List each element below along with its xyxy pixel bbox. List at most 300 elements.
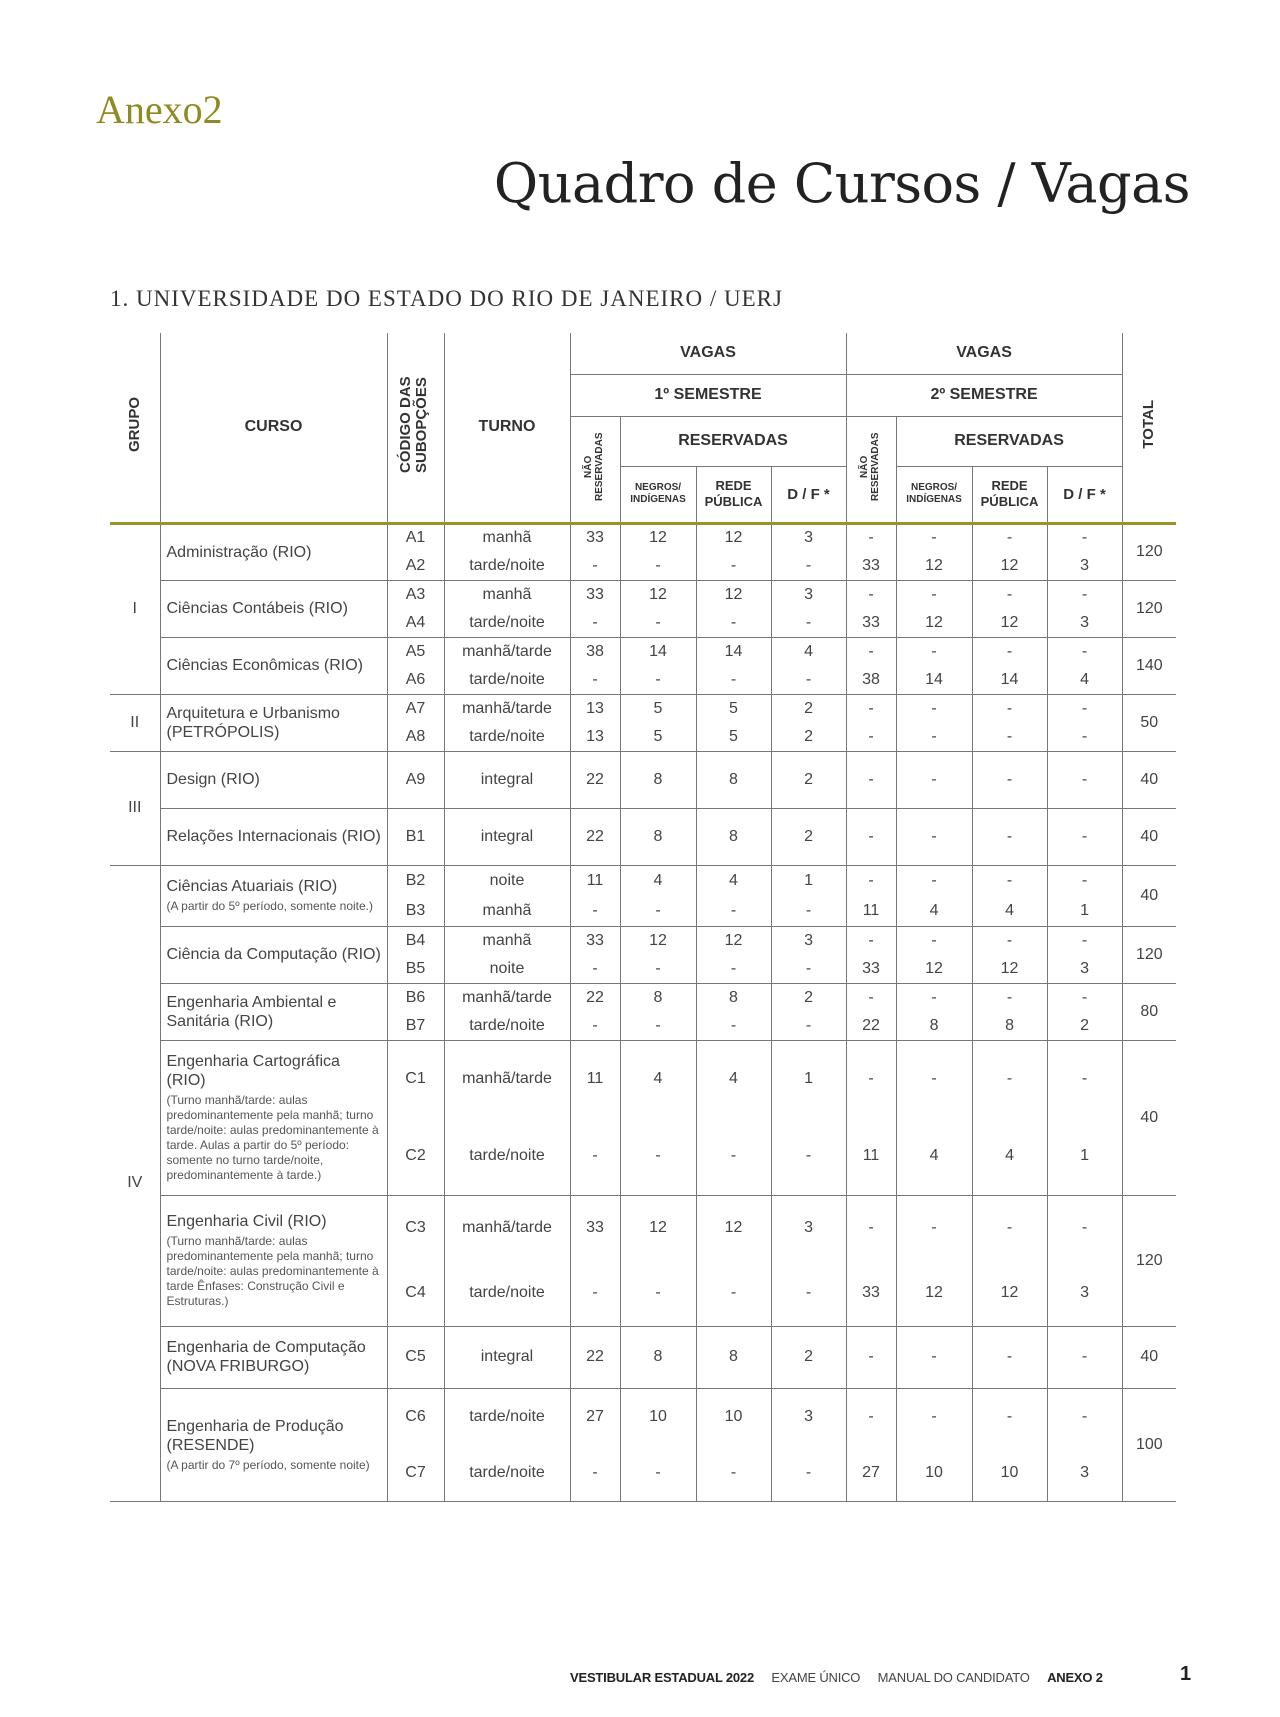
df-2-cell: 2 <box>1047 1012 1122 1041</box>
course-cell <box>160 983 387 1040</box>
turno-cell: manhã <box>444 926 570 955</box>
page-title: Quadro de Cursos / Vagas <box>493 152 1190 215</box>
rede-2-cell: 14 <box>972 666 1047 695</box>
nao-res-1-cell: - <box>570 955 620 984</box>
negros-2-cell: - <box>896 751 972 808</box>
negros-2-cell: 10 <box>896 1445 972 1502</box>
negros-2-cell: - <box>896 637 972 666</box>
df-2-cell: 1 <box>1047 896 1122 927</box>
turno-cell: integral <box>444 1326 570 1388</box>
code-cell: B1 <box>387 808 444 865</box>
df-2-cell: - <box>1047 1040 1122 1118</box>
courses-table <box>110 333 1176 1502</box>
course-cell <box>160 694 387 751</box>
nao-res-2-cell: 27 <box>846 1445 896 1502</box>
df-2-cell: 4 <box>1047 666 1122 695</box>
table-row <box>110 580 1176 609</box>
negros-1-cell: - <box>620 609 696 638</box>
negros-1-cell: 12 <box>620 926 696 955</box>
df-1-cell: 3 <box>771 1195 846 1261</box>
negros-2-cell: - <box>896 694 972 723</box>
negros-2-cell: - <box>896 926 972 955</box>
course-name: Engenharia Cartográfica (RIO) <box>166 1053 340 1089</box>
turno-cell: manhã/tarde <box>444 983 570 1012</box>
df-2-cell: - <box>1047 523 1122 552</box>
course-note: (Turno manhã/tarde: aulas predominantemente pela manhã; turno tarde/noite: aulas predominantemente à tarde. Aulas a partir do 5º período: somente no turno tarde/noite, predominantemente à tarde.) <box>166 1093 379 1182</box>
code-cell: A4 <box>387 609 444 638</box>
rede-2-cell: 12 <box>972 609 1047 638</box>
negros-2-cell: - <box>896 580 972 609</box>
course-name: Arquitetura e Urbanismo (PETRÓPOLIS) <box>166 704 340 741</box>
negros-2-cell: - <box>896 983 972 1012</box>
header-codigo: CÓDIGO DAS SUBOPÇÕES <box>387 333 444 523</box>
course-cell <box>160 1388 387 1501</box>
header-df-1: D / F * <box>771 466 846 523</box>
course-cell <box>160 751 387 808</box>
rede-1-cell: - <box>696 552 771 581</box>
page-number: 1 <box>1180 1663 1192 1685</box>
code-cell: C2 <box>387 1118 444 1196</box>
df-2-cell: - <box>1047 865 1122 896</box>
nao-res-1-cell: 33 <box>570 580 620 609</box>
df-1-cell: - <box>771 1261 846 1327</box>
df-1-cell: - <box>771 1012 846 1041</box>
code-cell: C1 <box>387 1040 444 1118</box>
total-cell: 40 <box>1122 808 1176 865</box>
df-2-cell: - <box>1047 1388 1122 1445</box>
nao-res-1-cell: 38 <box>570 637 620 666</box>
rede-1-cell: - <box>696 1012 771 1041</box>
nao-res-1-cell: - <box>570 609 620 638</box>
turno-cell: integral <box>444 808 570 865</box>
rede-1-cell: 10 <box>696 1388 771 1445</box>
negros-1-cell: 5 <box>620 723 696 752</box>
df-1-cell: - <box>771 1118 846 1196</box>
negros-2-cell: 8 <box>896 1012 972 1041</box>
header-vagas-1: VAGAS <box>570 333 846 374</box>
group-cell: I <box>110 523 160 694</box>
df-1-cell: 2 <box>771 751 846 808</box>
negros-1-cell: 12 <box>620 1195 696 1261</box>
total-cell: 100 <box>1122 1388 1176 1501</box>
course-name: Ciência da Computação (RIO) <box>166 946 381 963</box>
rede-1-cell: 5 <box>696 694 771 723</box>
nao-res-2-cell: 22 <box>846 1012 896 1041</box>
negros-1-cell: 8 <box>620 751 696 808</box>
negros-2-cell: - <box>896 865 972 896</box>
turno-cell: tarde/noite <box>444 723 570 752</box>
df-2-cell: - <box>1047 694 1122 723</box>
df-1-cell: 3 <box>771 926 846 955</box>
df-1-cell: - <box>771 955 846 984</box>
df-1-cell: - <box>771 552 846 581</box>
negros-2-cell: 4 <box>896 1118 972 1196</box>
header-reservadas-2: RESERVADAS <box>896 416 1122 466</box>
df-2-cell: - <box>1047 580 1122 609</box>
code-cell: A3 <box>387 580 444 609</box>
rede-2-cell: 8 <box>972 1012 1047 1041</box>
df-1-cell: 4 <box>771 637 846 666</box>
negros-2-cell: - <box>896 1195 972 1261</box>
negros-1-cell: - <box>620 896 696 927</box>
negros-1-cell: - <box>620 1261 696 1327</box>
negros-1-cell: 5 <box>620 694 696 723</box>
negros-1-cell: 4 <box>620 1040 696 1118</box>
df-1-cell: 2 <box>771 723 846 752</box>
header-grupo: GRUPO <box>110 333 160 523</box>
rede-1-cell: - <box>696 1261 771 1327</box>
negros-2-cell: 12 <box>896 955 972 984</box>
courses-table-body <box>110 523 1176 1501</box>
rede-1-cell: 14 <box>696 637 771 666</box>
nao-res-1-cell: 33 <box>570 1195 620 1261</box>
total-cell: 40 <box>1122 751 1176 808</box>
code-cell: C4 <box>387 1261 444 1327</box>
course-name: Engenharia de Produção (RESENDE) <box>166 1417 344 1454</box>
turno-cell: manhã/tarde <box>444 694 570 723</box>
header-turno: TURNO <box>444 333 570 523</box>
df-2-cell: - <box>1047 1195 1122 1261</box>
rede-2-cell: 4 <box>972 896 1047 927</box>
header-total: TOTAL <box>1122 333 1176 523</box>
code-cell: A8 <box>387 723 444 752</box>
nao-res-2-cell: - <box>846 808 896 865</box>
header-vagas-2: VAGAS <box>846 333 1122 374</box>
nao-res-1-cell: 33 <box>570 926 620 955</box>
negros-1-cell: 12 <box>620 580 696 609</box>
nao-res-2-cell: 33 <box>846 1261 896 1327</box>
df-1-cell: - <box>771 609 846 638</box>
rede-1-cell: 12 <box>696 523 771 552</box>
turno-cell: noite <box>444 955 570 984</box>
header-rede-2: REDE PÚBLICA <box>972 466 1047 523</box>
rede-2-cell: - <box>972 1388 1047 1445</box>
footer-vestibular: VESTIBULAR ESTADUAL 2022 <box>570 1670 754 1685</box>
nao-res-1-cell: 11 <box>570 865 620 896</box>
course-name: Engenharia Ambiental e Sanitária (RIO) <box>166 993 337 1030</box>
course-cell <box>160 926 387 983</box>
nao-res-2-cell: 33 <box>846 552 896 581</box>
total-cell: 120 <box>1122 926 1176 983</box>
nao-res-2-cell: - <box>846 751 896 808</box>
turno-cell: manhã <box>444 523 570 552</box>
header-reservadas-1: RESERVADAS <box>620 416 846 466</box>
total-cell: 40 <box>1122 1326 1176 1388</box>
nao-res-2-cell: 33 <box>846 609 896 638</box>
rede-1-cell: - <box>696 1445 771 1502</box>
header-nao-reservadas-2: NÃO RESERVADAS <box>846 416 896 523</box>
df-1-cell: - <box>771 896 846 927</box>
rede-1-cell: - <box>696 666 771 695</box>
rede-2-cell: 12 <box>972 955 1047 984</box>
nao-res-2-cell: 38 <box>846 666 896 695</box>
df-1-cell: 2 <box>771 1326 846 1388</box>
code-cell: A6 <box>387 666 444 695</box>
nao-res-1-cell: 33 <box>570 523 620 552</box>
table-row <box>110 694 1176 723</box>
df-2-cell: - <box>1047 751 1122 808</box>
nao-res-1-cell: 27 <box>570 1388 620 1445</box>
code-cell: A5 <box>387 637 444 666</box>
footer-manual: MANUAL DO CANDIDATO <box>877 1670 1030 1685</box>
course-name: Ciências Contábeis (RIO) <box>166 600 348 617</box>
rede-1-cell: - <box>696 896 771 927</box>
rede-1-cell: - <box>696 1118 771 1196</box>
nao-res-1-cell: 11 <box>570 1040 620 1118</box>
course-name: Ciências Econômicas (RIO) <box>166 657 363 674</box>
table-row <box>110 1388 1176 1445</box>
nao-res-2-cell: 33 <box>846 955 896 984</box>
rede-1-cell: - <box>696 609 771 638</box>
negros-1-cell: 4 <box>620 865 696 896</box>
rede-1-cell: - <box>696 955 771 984</box>
nao-res-2-cell: - <box>846 723 896 752</box>
nao-res-2-cell: - <box>846 865 896 896</box>
nao-res-1-cell: - <box>570 1261 620 1327</box>
course-cell <box>160 580 387 637</box>
rede-2-cell: - <box>972 580 1047 609</box>
code-cell: B3 <box>387 896 444 927</box>
nao-res-2-cell: - <box>846 637 896 666</box>
df-1-cell: 2 <box>771 808 846 865</box>
turno-cell: manhã/tarde <box>444 637 570 666</box>
negros-2-cell: 12 <box>896 609 972 638</box>
turno-cell: manhã/tarde <box>444 1040 570 1118</box>
total-cell: 80 <box>1122 983 1176 1040</box>
negros-2-cell: - <box>896 1040 972 1118</box>
table-row <box>110 751 1176 808</box>
rede-2-cell: - <box>972 865 1047 896</box>
negros-2-cell: - <box>896 523 972 552</box>
nao-res-2-cell: - <box>846 983 896 1012</box>
df-2-cell: 3 <box>1047 552 1122 581</box>
code-cell: C3 <box>387 1195 444 1261</box>
header-rede-1: REDE PÚBLICA <box>696 466 771 523</box>
code-cell: A2 <box>387 552 444 581</box>
header-nao-reservadas-1: NÃO RESERVADAS <box>570 416 620 523</box>
turno-cell: noite <box>444 865 570 896</box>
nao-res-2-cell: 11 <box>846 1118 896 1196</box>
code-cell: C6 <box>387 1388 444 1445</box>
turno-cell: integral <box>444 751 570 808</box>
turno-cell: tarde/noite <box>444 666 570 695</box>
df-1-cell: - <box>771 1445 846 1502</box>
course-cell <box>160 637 387 694</box>
rede-2-cell: - <box>972 808 1047 865</box>
turno-cell: manhã/tarde <box>444 1195 570 1261</box>
code-cell: B2 <box>387 865 444 896</box>
nao-res-1-cell: - <box>570 1445 620 1502</box>
nao-res-1-cell: 22 <box>570 808 620 865</box>
turno-cell: tarde/noite <box>444 552 570 581</box>
group-cell: II <box>110 694 160 751</box>
table-row <box>110 523 1176 552</box>
nao-res-1-cell: - <box>570 896 620 927</box>
nao-res-2-cell: - <box>846 523 896 552</box>
nao-res-1-cell: 13 <box>570 723 620 752</box>
course-cell <box>160 865 387 926</box>
rede-2-cell: 10 <box>972 1445 1047 1502</box>
header-negros-1: NEGROS/ INDÍGENAS <box>620 466 696 523</box>
course-name: Design (RIO) <box>166 771 260 788</box>
rede-1-cell: 8 <box>696 751 771 808</box>
nao-res-1-cell: 22 <box>570 751 620 808</box>
negros-1-cell: - <box>620 1445 696 1502</box>
negros-1-cell: - <box>620 552 696 581</box>
df-2-cell: 3 <box>1047 1445 1122 1502</box>
table-row <box>110 808 1176 865</box>
rede-2-cell: - <box>972 926 1047 955</box>
rede-1-cell: 4 <box>696 1040 771 1118</box>
negros-2-cell: 12 <box>896 1261 972 1327</box>
nao-res-1-cell: - <box>570 1118 620 1196</box>
rede-2-cell: - <box>972 523 1047 552</box>
total-cell: 120 <box>1122 1195 1176 1326</box>
rede-2-cell: - <box>972 751 1047 808</box>
rede-1-cell: 12 <box>696 580 771 609</box>
negros-1-cell: - <box>620 666 696 695</box>
course-note: (A partir do 5º período, somente noite.) <box>166 899 373 913</box>
nao-res-1-cell: - <box>570 666 620 695</box>
rede-2-cell: - <box>972 637 1047 666</box>
total-cell: 40 <box>1122 1040 1176 1195</box>
rede-2-cell: - <box>972 983 1047 1012</box>
header-sem1: 1º SEMESTRE <box>570 374 846 416</box>
turno-cell: tarde/noite <box>444 1118 570 1196</box>
nao-res-1-cell: - <box>570 1012 620 1041</box>
course-name: Administração (RIO) <box>166 543 312 561</box>
turno-cell: tarde/noite <box>444 1445 570 1502</box>
code-cell: A1 <box>387 523 444 552</box>
rede-1-cell: 8 <box>696 983 771 1012</box>
nao-res-2-cell: - <box>846 580 896 609</box>
df-1-cell: 3 <box>771 580 846 609</box>
turno-cell: manhã <box>444 580 570 609</box>
df-1-cell: - <box>771 666 846 695</box>
rede-1-cell: 12 <box>696 1195 771 1261</box>
nao-res-2-cell: - <box>846 1040 896 1118</box>
table-row <box>110 1195 1176 1261</box>
code-cell: B4 <box>387 926 444 955</box>
code-cell: A9 <box>387 751 444 808</box>
df-1-cell: 2 <box>771 983 846 1012</box>
course-note: (A partir do 7º período, somente noite) <box>166 1457 370 1472</box>
df-2-cell: 3 <box>1047 609 1122 638</box>
df-2-cell: - <box>1047 926 1122 955</box>
negros-1-cell: 14 <box>620 637 696 666</box>
nao-res-1-cell: 13 <box>570 694 620 723</box>
rede-2-cell: 12 <box>972 1261 1047 1327</box>
df-2-cell: - <box>1047 637 1122 666</box>
df-2-cell: 1 <box>1047 1118 1122 1196</box>
total-cell: 50 <box>1122 694 1176 751</box>
total-cell: 120 <box>1122 580 1176 637</box>
negros-2-cell: - <box>896 723 972 752</box>
rede-1-cell: 5 <box>696 723 771 752</box>
rede-2-cell: - <box>972 1040 1047 1118</box>
code-cell: B7 <box>387 1012 444 1041</box>
rede-2-cell: - <box>972 1195 1047 1261</box>
df-2-cell: 3 <box>1047 1261 1122 1327</box>
table-row <box>110 983 1176 1012</box>
turno-cell: tarde/noite <box>444 1388 570 1445</box>
turno-cell: manhã <box>444 896 570 927</box>
course-cell <box>160 1040 387 1195</box>
code-cell: C7 <box>387 1445 444 1502</box>
course-name: Relações Internacionais (RIO) <box>166 828 381 845</box>
rede-1-cell: 8 <box>696 808 771 865</box>
footer-exame: EXAME ÚNICO <box>771 1670 861 1685</box>
rede-2-cell: 12 <box>972 552 1047 581</box>
df-1-cell: 2 <box>771 694 846 723</box>
course-cell <box>160 523 387 580</box>
rede-1-cell: 4 <box>696 865 771 896</box>
table-row <box>110 865 1176 896</box>
table-row <box>110 637 1176 666</box>
turno-cell: tarde/noite <box>444 1261 570 1327</box>
code-cell: B5 <box>387 955 444 984</box>
df-1-cell: 3 <box>771 523 846 552</box>
turno-cell: tarde/noite <box>444 609 570 638</box>
df-2-cell: - <box>1047 808 1122 865</box>
footer <box>570 1670 1117 1685</box>
negros-2-cell: 4 <box>896 896 972 927</box>
df-2-cell: 3 <box>1047 955 1122 984</box>
df-1-cell: 1 <box>771 865 846 896</box>
total-cell: 40 <box>1122 865 1176 926</box>
course-cell <box>160 1195 387 1326</box>
rede-1-cell: 8 <box>696 1326 771 1388</box>
header-df-2: D / F * <box>1047 466 1122 523</box>
df-1-cell: 3 <box>771 1388 846 1445</box>
table-row <box>110 926 1176 955</box>
header-curso: CURSO <box>160 333 387 523</box>
negros-1-cell: 8 <box>620 1326 696 1388</box>
nao-res-1-cell: 22 <box>570 1326 620 1388</box>
negros-1-cell: 12 <box>620 523 696 552</box>
course-cell <box>160 1326 387 1388</box>
negros-1-cell: 8 <box>620 808 696 865</box>
total-cell: 120 <box>1122 523 1176 580</box>
rede-2-cell: 4 <box>972 1118 1047 1196</box>
negros-1-cell: - <box>620 1012 696 1041</box>
rede-2-cell: - <box>972 723 1047 752</box>
nao-res-2-cell: - <box>846 926 896 955</box>
table-row <box>110 1326 1176 1388</box>
nao-res-1-cell: - <box>570 552 620 581</box>
negros-2-cell: - <box>896 1388 972 1445</box>
course-cell <box>160 808 387 865</box>
code-cell: A7 <box>387 694 444 723</box>
turno-cell: tarde/noite <box>444 1012 570 1041</box>
group-cell: IV <box>110 865 160 1501</box>
course-name: Ciências Atuariais (RIO) <box>166 878 338 895</box>
footer-anexo: ANEXO 2 <box>1047 1670 1103 1685</box>
rede-2-cell: - <box>972 694 1047 723</box>
course-note: (Turno manhã/tarde: aulas predominantemente pela manhã; turno tarde/noite: aulas predominantemente à tarde Ênfases: Construção Civil e Estruturas.) <box>166 1234 379 1308</box>
negros-1-cell: - <box>620 955 696 984</box>
course-name: Engenharia Civil (RIO) <box>166 1213 327 1230</box>
header-negros-2: NEGROS/ INDÍGENAS <box>896 466 972 523</box>
header-sem2: 2º SEMESTRE <box>846 374 1122 416</box>
code-cell: B6 <box>387 983 444 1012</box>
code-cell: C5 <box>387 1326 444 1388</box>
nao-res-2-cell: - <box>846 1388 896 1445</box>
negros-2-cell: 14 <box>896 666 972 695</box>
nao-res-2-cell: 11 <box>846 896 896 927</box>
negros-2-cell: 12 <box>896 552 972 581</box>
rede-1-cell: 12 <box>696 926 771 955</box>
